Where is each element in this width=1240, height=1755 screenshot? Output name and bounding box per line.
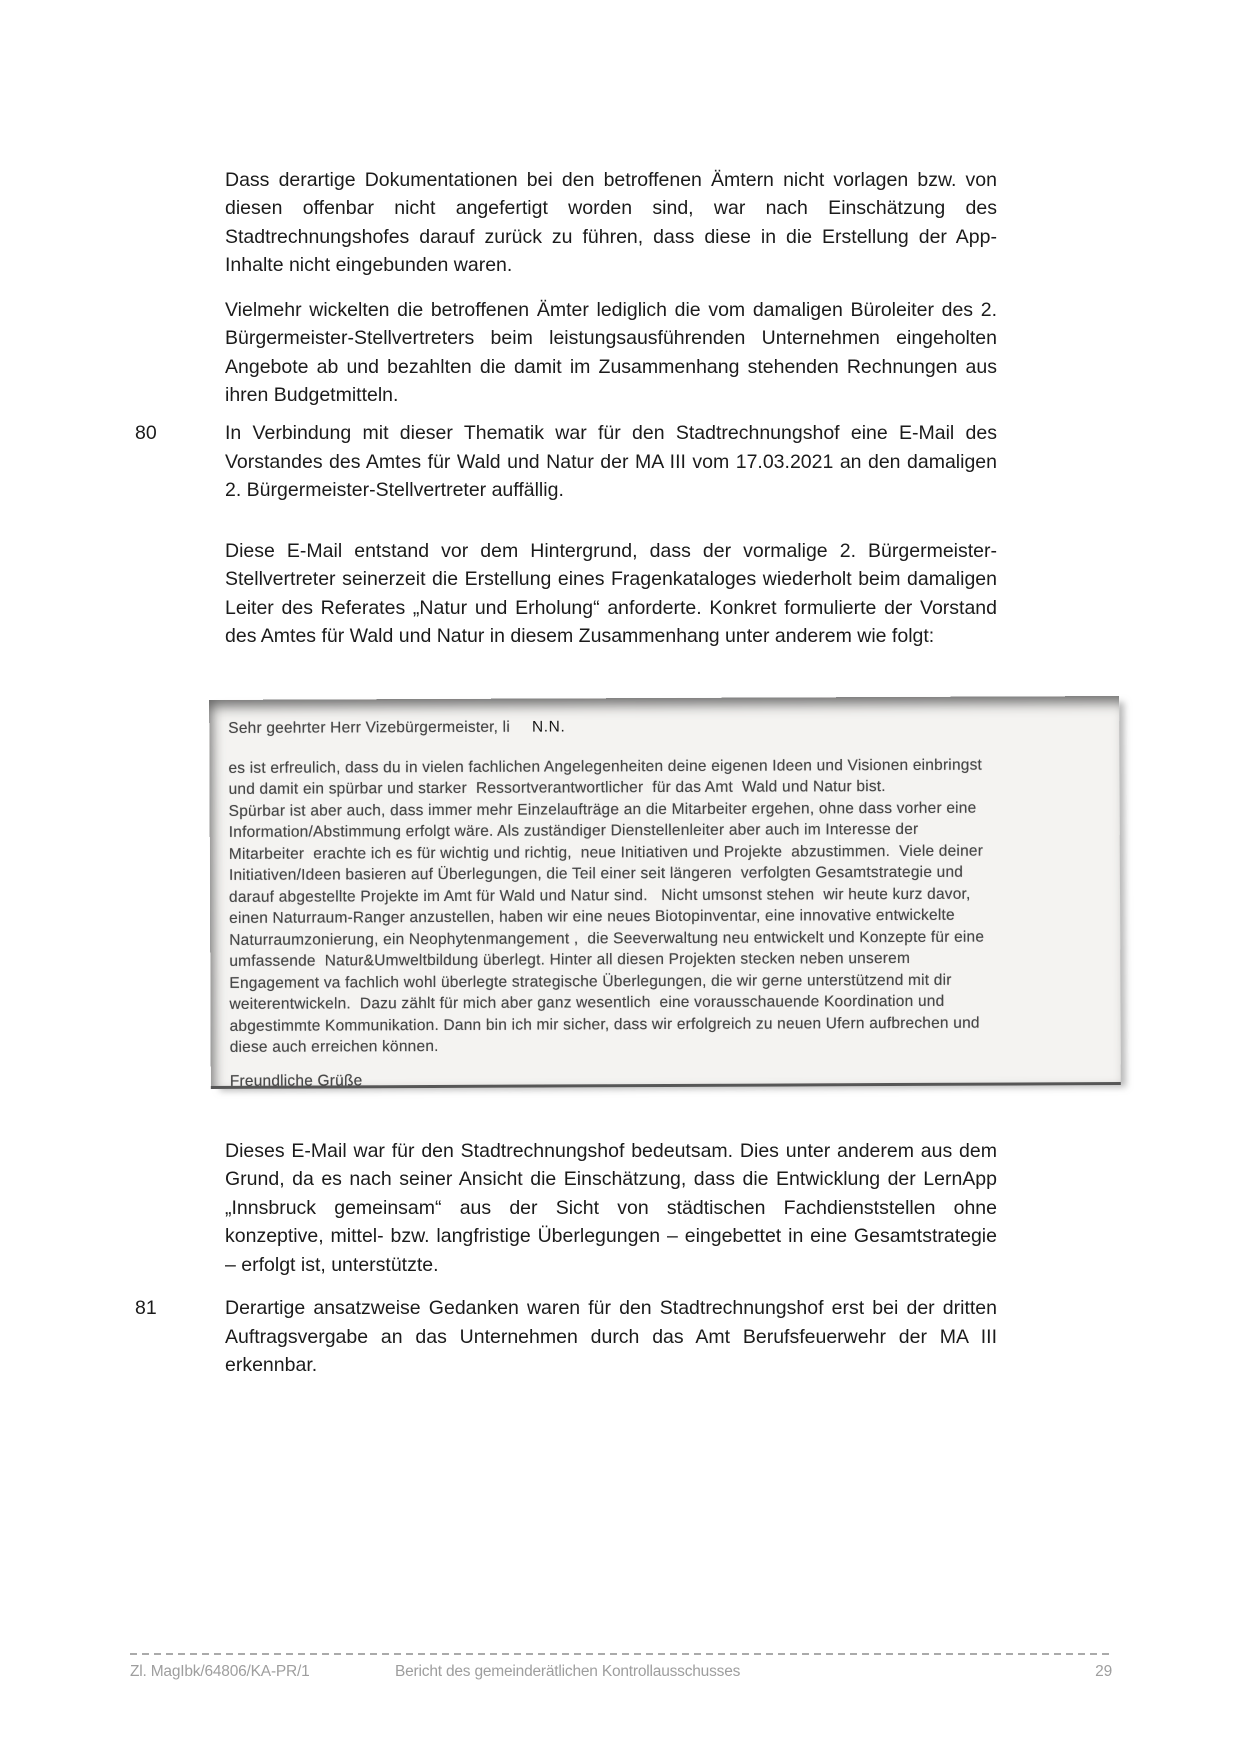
- footer-report-title: Bericht des gemeinderätlichen Kontrollausschusses: [395, 1663, 741, 1680]
- numbered-item-81: [135, 1294, 997, 1380]
- paragraph-invoices: Vielmehr wickelten die betroffenen Ämter lediglich die vom damaligen Büroleiter des 2. Bürgermeister-Stellvertreters beim leistungsausführenden Unternehmen eingeholten Angebote ab und bezahlten die damit im Zusammenhang stehenden Rechnungen aus ihren Budgetmitteln.: [225, 298, 997, 406]
- numbered-item-80-text: In Verbindung mit dieser Thematik war für den Stadtrechnungshof eine E-Mail des Vorstandes des Amtes für Wald und Natur der MA III vom 17.03.2021 an den damaligen 2. Bürgermeister-Stellvertreter auffällig.: [225, 422, 997, 501]
- paragraph-email-significance: Dieses E-Mail war für den Stadtrechnungshof bedeutsam. Dies unter anderem aus dem Grund, da es nach seiner Ansicht die Einschätzung, dass die Entwicklung der LernApp „Innsbruck gemeinsam“ aus der Sicht von städtischen Fachdienststellen ohne konzeptive, mittel- bzw. langfristige Überlegungen – eingebettet in eine Gesamtstrategie – erfolgt ist, unterstützte.: [225, 1139, 997, 1276]
- footer-reference: Zl. MagIbk/64806/KA-PR/1: [130, 1663, 310, 1680]
- numbered-item-80: [135, 419, 997, 505]
- margin-number-81: 81: [135, 1297, 157, 1319]
- paragraph-email-background: Diese E-Mail entstand vor dem Hintergrund, dass der vormalige 2. Bürgermeister-Stellvertreter seinerzeit die Erstellung eines Fragenkataloges wiederholt beim damaligen Leiter des Referates „Natur und Erholung“ anforderte. Konkret formulierte der Vorstand des Amtes für Wald und Natur in diesem Zusammenhang unter anderem wie folgt:: [225, 539, 997, 647]
- footer-dashed-rule: [130, 1653, 1112, 1655]
- page-footer: [130, 1653, 1112, 1693]
- margin-number-80: 80: [135, 422, 157, 444]
- email-closing: Freundliche Grüße: [229, 1071, 363, 1090]
- redaction-label: N.N.: [531, 718, 566, 736]
- paragraph-documentation: Dass derartige Dokumentationen bei den betroffenen Ämtern nicht vorlagen bzw. von diesen offenbar nicht angefertigt worden sind, war nach Einschätzung des Stadtrechnungshofes darauf zurück zu führen, dass diese in die Erstellung der App-Inhalte nicht eingebunden waren.: [225, 168, 997, 276]
- email-body: es ist erfreulich, dass du in vielen fachlichen Angelegenheiten deine eigenen Ideen und Visionen einbringst und damit ein spürbar und starker Ressortverantwortlicher für das Amt Wald und Natur bist. Spürbar ist aber auch, dass immer mehr Einzelaufträge an die Mitarbeiter ergehen, ohne dass vorher eine Information/Abstimmung erfolgt wäre. Als zuständiger Dienstellenleiter aber auch im Interesse der Mitarbeiter erachte ich es für wichtig und richtig, neue Initiativen und Projekte abzustimmen. Viele deiner Initiativen/Ideen basieren auf Überlegungen, die Teil einer seit längeren verfolgten Gesamtstrategie und darauf abgestellte Projekte im Amt für Wald und Natur sind. Nicht umsonst stehen wir heute kurz davor, einen Naturraum-Ranger anzustellen, haben wir eine neues Biotopinventar, eine innovative entwickelte Naturraumzonierung, ein Neophytenmangement , die Seeverwaltung neu entwickelt und Konzepte für eine umfassende Natur&Umweltbildung überlegt. Hinter all diesen Projekten stecken neben unserem Engagement va fachlich wohl überlegte strategische Überlegungen, die wir gerne unterstützend mit dir weiterentwickeln. Dazu zählt für mich aber ganz wesentlich eine vorausschauende Koordination und abgestimmte Kommunikation. Dann bin ich mir sicher, dass wir erfolgreich zu neuen Ufern aufbrechen und diese auch erreichen können.: [228, 756, 985, 1056]
- footer-page-number: 29: [1095, 1663, 1112, 1680]
- numbered-item-81-text: Derartige ansatzweise Gedanken waren für den Stadtrechnungshof erst bei der dritten Auftragsvergabe an das Unternehmen durch das Amt Berufsfeuerwehr der MA III erkennbar.: [225, 1297, 997, 1376]
- scanned-email-excerpt: [209, 696, 1121, 1089]
- email-salutation: Sehr geehrter Herr Vizebürgermeister, li: [228, 718, 510, 737]
- email-salutation-row: [228, 714, 1095, 739]
